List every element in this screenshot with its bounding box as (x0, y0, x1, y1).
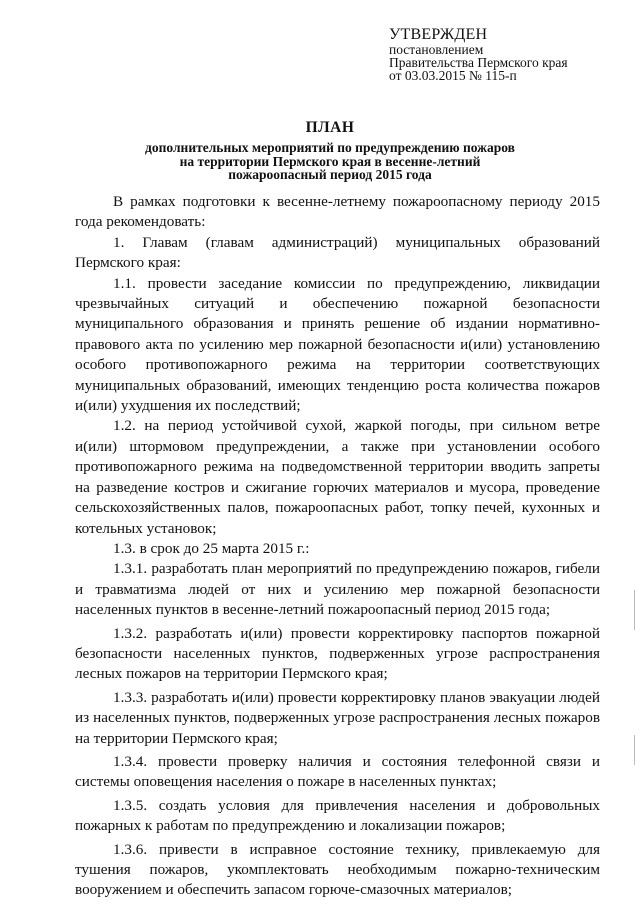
paragraph-intro: В рамках подготовки к весенне-летнему пожароопасному периоду 2015 года рекомендовать: (75, 193, 600, 231)
paragraph-1-2: 1.2. на период устойчивой сухой, жаркой погоды, при сильном ветре и(или) штормовом предупреждении, а также при установлении особого противопожарного режима на подведомственной территории вводить запреты на разведение костров и сжигание горючих материалов и мусора, проведение сельскохозяйственных палов, пожароопасных работ, топку печей, кухонных и котельных установок; (75, 417, 600, 537)
approval-line: Правительства Пермского края (389, 55, 568, 70)
paragraph-1-1: 1.1. провести заседание комиссии по предупреждению, ликвидации чрезвычайных ситуаций и обеспечению пожарной безопасности муниципального образования и принять решение об издании нормативно-правового акта по усилению мер пожарной безопасности и(или) установлению особого противопожарного режима на территории соответствующих муниципальных образований, имеющих тенденцию роста количества пожаров и(или) ухудшения их последствий; (75, 274, 600, 415)
scan-edge-mark (634, 590, 635, 630)
document-body (75, 192, 600, 901)
paragraph-1-3-2: 1.3.2. разработать и(или) провести корректировку паспортов пожарной безопасности населенных пунктов, подверженных угрозе распространения лесных пожаров на территории Пермского края; (75, 624, 600, 683)
paragraph-1-3-3: 1.3.3. разработать и(или) провести корректировку планов эвакуации людей из населенных пунктов, подверженных угрозе распространения лесных пожаров на территории Пермского края; (75, 688, 600, 747)
approval-stamp (389, 26, 629, 82)
approval-line: от 03.03.2015 № 115-п (389, 68, 517, 83)
approval-title: УТВЕРЖДЕН (389, 26, 488, 43)
plan-subtitle-line: на территории Пермского края в весенне-летний (179, 153, 481, 169)
paragraph-1-3: 1.3. в срок до 25 марта 2015 г.: (113, 539, 310, 557)
paragraph-1: 1. Главам (главам администраций) муниципальных образований Пермского края: (75, 233, 600, 272)
plan-heading (60, 119, 600, 182)
plan-subtitle-line: пожароопасный период 2015 года (228, 167, 432, 182)
plan-subtitle-line: дополнительных мероприятий по предупреждению пожаров (145, 140, 515, 155)
paragraph-1-3-6: 1.3.6. привести в исправное состояние технику, привлекаемую для тушения пожаров, укомплектовать необходимым пожарно-техническим вооружением и обеспечить запасом горюче-смазочных материалов; (75, 840, 600, 899)
approval-line: постановлением (389, 42, 484, 57)
paragraph-1-3-5: 1.3.5. создать условия для привлечения населения и добровольных пожарных к работам по предупреждению и локализации пожаров; (75, 796, 600, 835)
scan-edge-mark (634, 735, 635, 765)
paragraph-1-3-1: 1.3.1. разработать план мероприятий по предупреждению пожаров, гибели и травматизма людей от них и усилению мер пожарной безопасности населенных пунктов в весенне-летний пожароопасный период 2015 года; (75, 560, 600, 619)
paragraph-1-3-4: 1.3.4. провести проверку наличия и состояния телефонной связи и системы оповещения населения о пожаре в населенных пунктах; (75, 752, 600, 791)
plan-title: ПЛАН (305, 119, 355, 136)
